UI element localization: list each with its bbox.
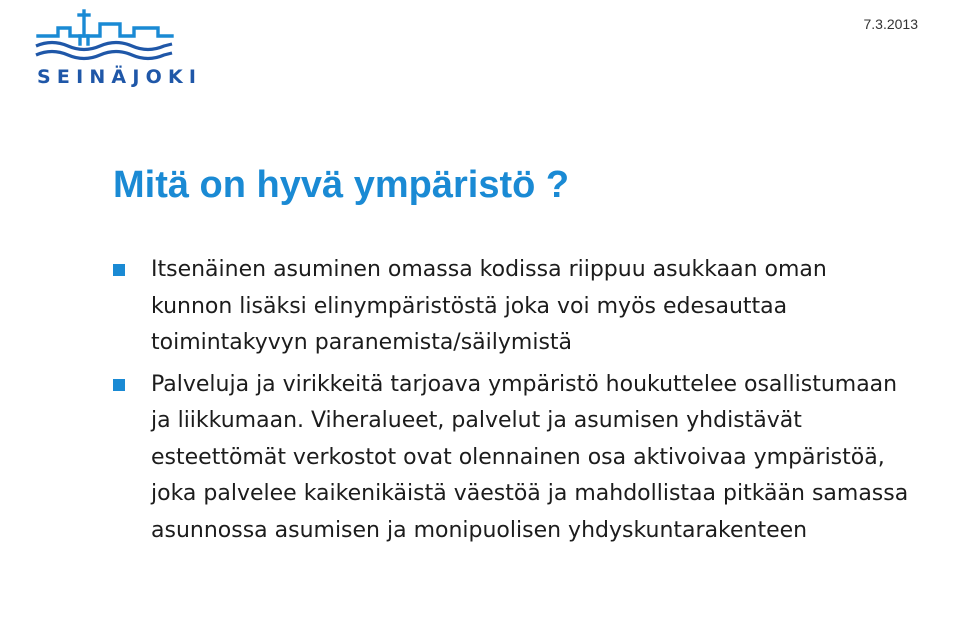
slide-title: Mitä on hyvä ympäristö ? xyxy=(113,164,570,206)
logo-wordmark: SEINÄJOKI xyxy=(37,66,203,88)
bullet-item xyxy=(113,367,913,550)
square-bullet-icon xyxy=(113,379,125,391)
bullet-list xyxy=(113,252,913,549)
square-bullet-icon xyxy=(113,264,125,276)
bullet-item xyxy=(113,252,913,362)
bullet-text: Palveluja ja virikkeitä tarjoava ympäristö houkuttelee osallistumaan ja liikkumaan. Viheralueet, palvelut ja asumisen yhdistävät esteettömät verkostot ovat olennainen osa aktivoivaa ympäristöä, joka palvelee kaikenikäistä väestöä ja mahdollistaa pitkään samassa asunnossa asumisen ja monipuolisen yhdyskuntarakenteen xyxy=(151,371,909,543)
slide-date: 7.3.2013 xyxy=(863,16,918,32)
bullet-text: Itsenäinen asuminen omassa kodissa riippuu asukkaan oman kunnon lisäksi elinympäristöstä joka voi myös edesauttaa toimintakyvyn paranemista/säilymistä xyxy=(151,257,827,355)
